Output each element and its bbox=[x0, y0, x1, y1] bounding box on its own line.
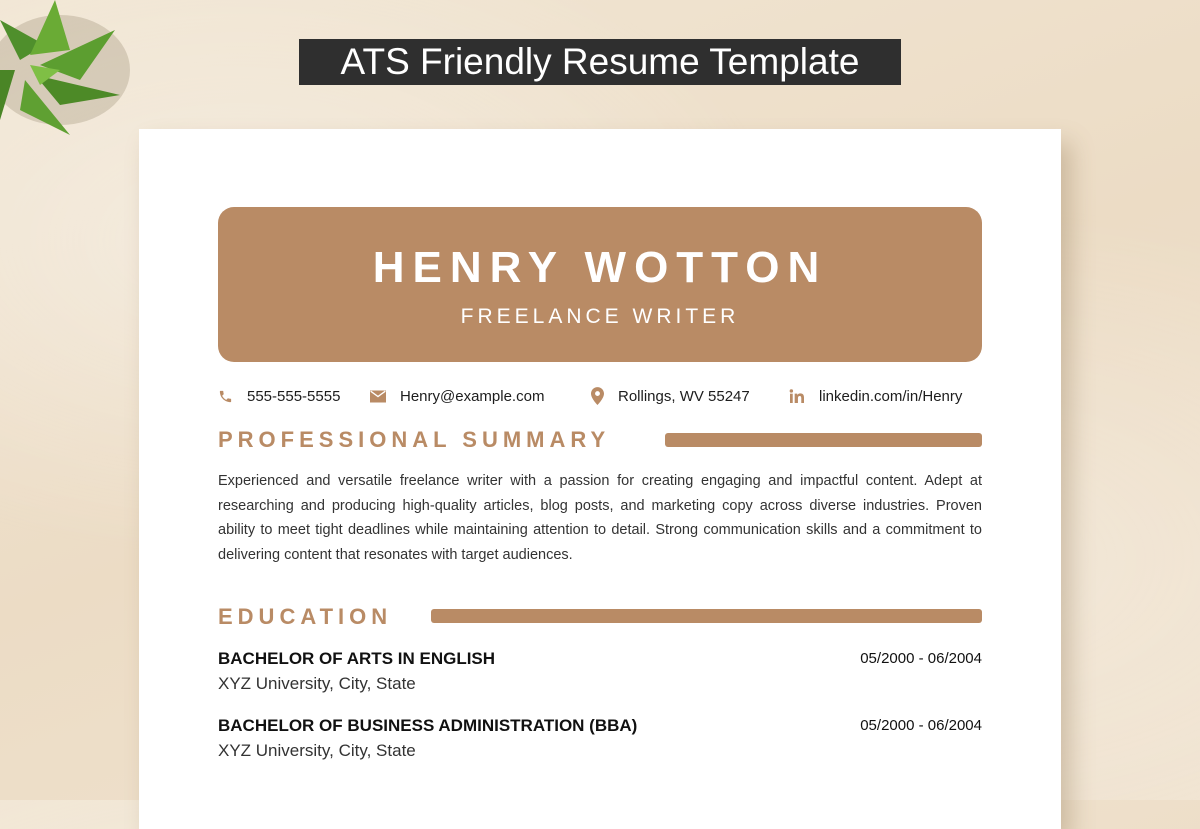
education-dates: 05/2000 - 06/2004 bbox=[860, 717, 982, 734]
contact-email bbox=[370, 386, 544, 406]
education-school: XYZ University, City, State bbox=[218, 741, 416, 760]
summary-heading: PROFESSIONAL SUMMARY bbox=[218, 427, 611, 452]
map-pin-icon bbox=[591, 387, 604, 405]
email-text: Henry@example.com bbox=[400, 387, 545, 405]
phone-text: 555-555-5555 bbox=[247, 387, 341, 405]
summary-rule bbox=[665, 433, 982, 447]
envelope-icon bbox=[370, 390, 386, 403]
summary-text: Experienced and versatile freelance writer with a passion for creating engaging and impactful content. Adept at researching and producing high-quality articles, blog posts, and marketing copy across diverse industries. Proven ability to meet tight deadlines while maintaining attention to detail. Strong communication skills and a commitment to delivering content that resonates with target audiences. bbox=[218, 473, 982, 563]
contact-location bbox=[591, 386, 750, 406]
plant-decoration bbox=[0, 0, 160, 150]
linkedin-icon bbox=[789, 389, 805, 403]
banner-title: ATS Friendly Resume Template bbox=[299, 39, 901, 85]
job-title: FREELANCE WRITER bbox=[460, 305, 740, 328]
contact-phone bbox=[218, 386, 340, 406]
education-dates: 05/2000 - 06/2004 bbox=[860, 650, 982, 667]
linkedin-text: linkedin.com/in/Henry bbox=[819, 387, 963, 405]
education-degree: BACHELOR OF BUSINESS ADMINISTRATION (BBA) bbox=[218, 716, 638, 735]
education-rule bbox=[431, 609, 982, 623]
resume-page bbox=[139, 129, 1061, 829]
contact-linkedin bbox=[789, 386, 962, 406]
education-heading: EDUCATION bbox=[218, 604, 393, 629]
location-text: Rollings, WV 55247 bbox=[618, 387, 750, 405]
resume-header bbox=[218, 207, 982, 362]
candidate-name: HENRY WOTTON bbox=[372, 243, 828, 292]
phone-icon bbox=[218, 389, 233, 404]
education-school: XYZ University, City, State bbox=[218, 674, 416, 693]
education-degree: BACHELOR OF ARTS IN ENGLISH bbox=[218, 649, 496, 668]
